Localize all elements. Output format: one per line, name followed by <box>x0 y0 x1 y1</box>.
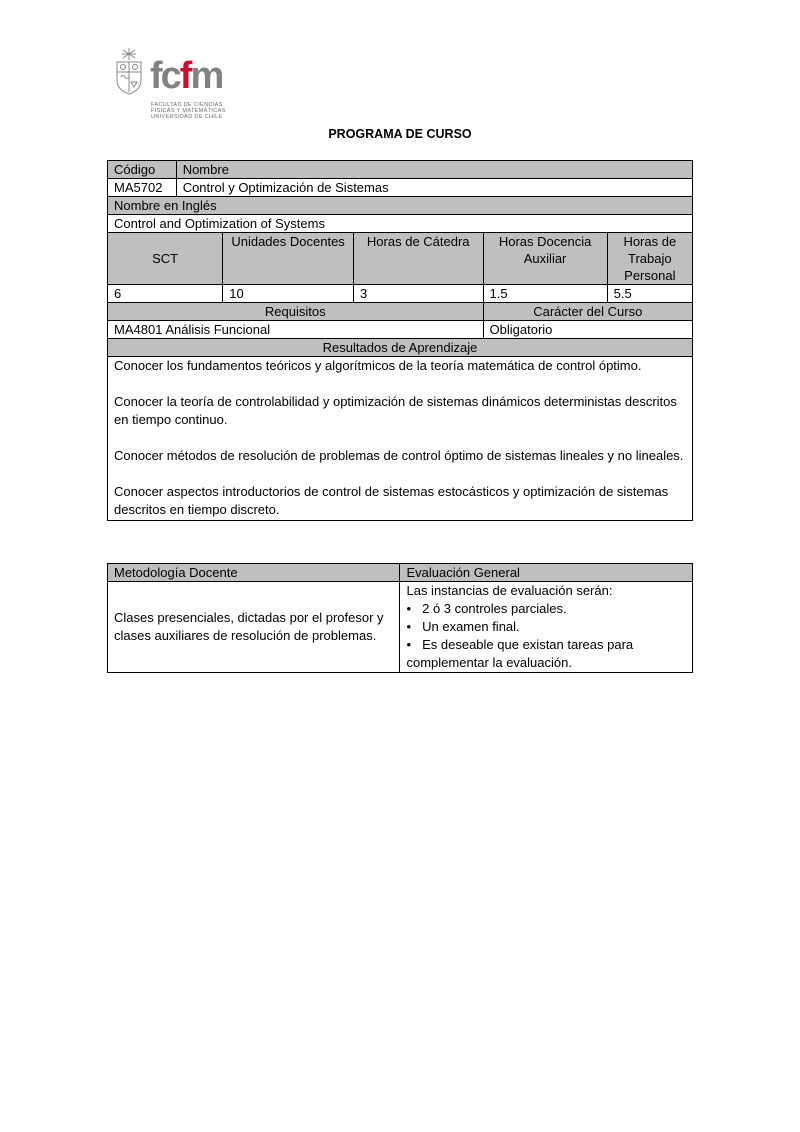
bullet-icon: • <box>406 637 412 652</box>
evaluacion-list <box>406 600 686 672</box>
nombre-value: Control y Optimización de Sistemas <box>176 179 692 197</box>
codigo-value: MA5702 <box>108 179 177 197</box>
nombre-ingles-label: Nombre en Inglés <box>108 197 693 215</box>
horas-catedra-label: Horas de Cátedra <box>353 233 483 285</box>
logo-subtitle: FACULTAD DE CIENCIAS FÍSICAS Y MATEMÁTICAS UNIVERSIDAD DE CHILE <box>151 102 226 120</box>
resultado-item: Conocer los fundamentos teóricos y algorítmicos de la teoría matemática de control óptimo. <box>114 358 642 373</box>
nombre-ingles-value: Control and Optimization of Systems <box>108 215 693 233</box>
requisitos-value: MA4801 Análisis Funcional <box>108 321 484 339</box>
metodologia-label: Metodología Docente <box>108 564 400 582</box>
unidades-label: Unidades Docentes <box>223 233 354 285</box>
resultados-label: Resultados de Aprendizaje <box>108 339 693 357</box>
evaluacion-label: Evaluación General <box>400 564 693 582</box>
fcfm-logo <box>112 46 242 130</box>
logo-wordmark: fcfm <box>150 55 223 97</box>
list-item: • Es deseable que existan tareas para complementar la evaluación. <box>406 637 634 670</box>
resultado-item: Conocer la teoría de controlabilidad y optimización de sistemas dinámicos deterministas descritos en tiempo continuo. <box>114 394 677 427</box>
sct-value: 6 <box>108 285 223 303</box>
bullet-icon: • <box>406 619 412 634</box>
horas-auxiliar-value: 1.5 <box>483 285 607 303</box>
nombre-label: Nombre <box>176 161 692 179</box>
caracter-value: Obligatorio <box>483 321 692 339</box>
resultados-content <box>108 357 693 521</box>
evaluacion-content <box>400 582 693 673</box>
university-crest-icon <box>112 46 146 98</box>
resultado-item: Conocer métodos de resolución de problemas de control óptimo de sistemas lineales y no lineales. <box>114 448 684 463</box>
sct-label: SCT <box>108 233 223 285</box>
list-item: • Un examen final. <box>406 619 520 634</box>
evaluation-table <box>107 563 693 673</box>
unidades-value: 10 <box>223 285 354 303</box>
horas-personal-label: Horas de Trabajo Personal <box>607 233 692 285</box>
course-info-table <box>107 160 693 521</box>
evaluacion-intro: Las instancias de evaluación serán: <box>406 583 613 598</box>
horas-catedra-value: 3 <box>353 285 483 303</box>
requisitos-label: Requisitos <box>108 303 484 321</box>
codigo-label: Código <box>108 161 177 179</box>
list-item: • 2 ó 3 controles parciales. <box>406 601 567 616</box>
bullet-icon: • <box>406 601 412 616</box>
caracter-label: Carácter del Curso <box>483 303 692 321</box>
horas-personal-value: 5.5 <box>607 285 692 303</box>
resultado-item: Conocer aspectos introductorios de control de sistemas estocásticos y optimización de sistemas descritos en tiempo discreto. <box>114 484 669 517</box>
horas-auxiliar-label: Horas Docencia Auxiliar <box>483 233 607 285</box>
metodologia-text: Clases presenciales, dictadas por el profesor y clases auxiliares de resolución de problemas. <box>108 582 400 673</box>
page-title: PROGRAMA DE CURSO <box>328 127 472 141</box>
